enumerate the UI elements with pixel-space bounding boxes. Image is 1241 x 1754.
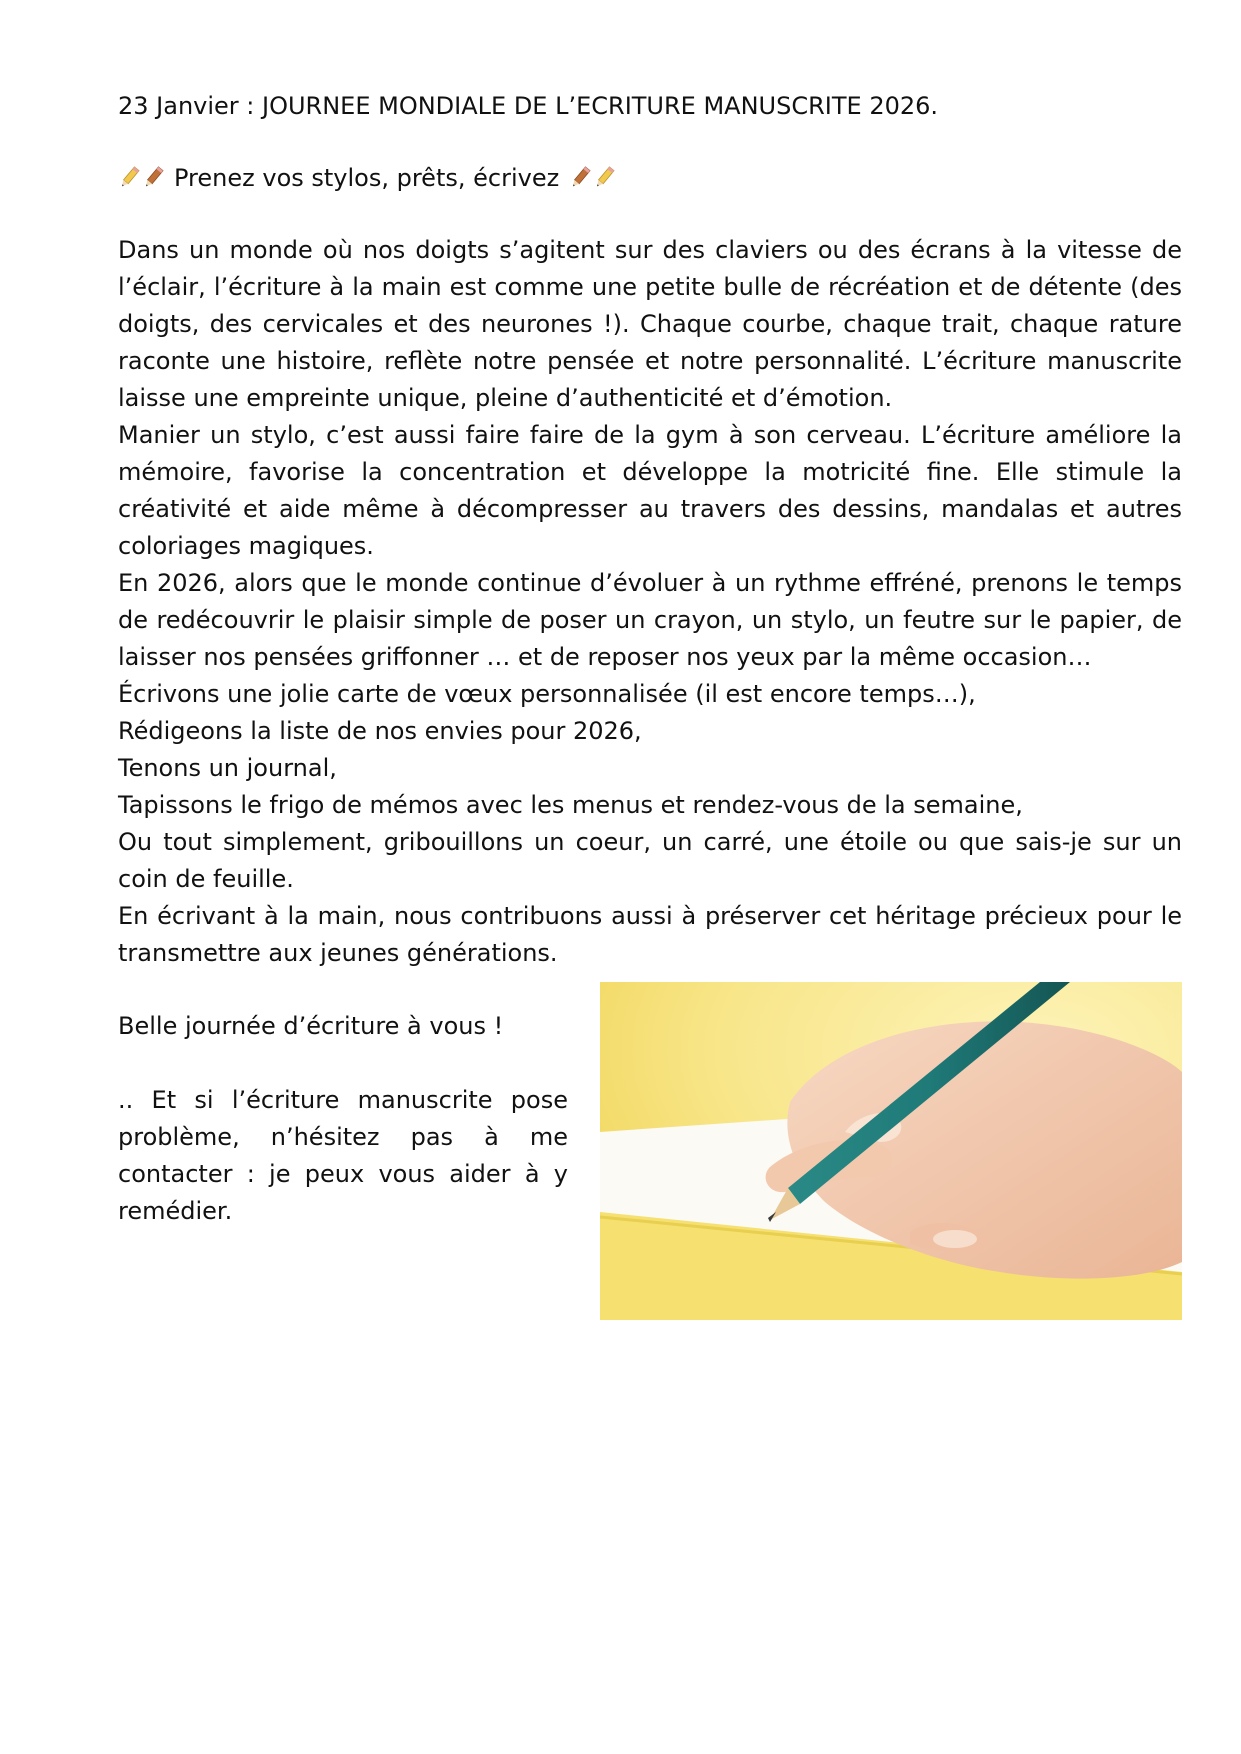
page-title: 23 Janvier : JOURNEE MONDIALE DE L’ECRITURE MANUSCRITE 2026.	[118, 92, 939, 120]
pencil-icon	[569, 165, 591, 191]
body-paragraph: Ou tout simplement, gribouillons un coeur, un carré, une étoile ou que sais-je sur un coin de feuille.	[118, 828, 1182, 893]
body-paragraph: Rédigeons la liste de nos envies pour 2026,	[118, 717, 642, 745]
subtitle-line	[118, 160, 1182, 196]
closing-note: .. Et si l’écriture manuscrite pose problème, n’hésitez pas à me contacter : je peux vous aider à y remédier.	[118, 1086, 568, 1225]
body-text	[118, 232, 1182, 972]
document-page	[118, 88, 1182, 1348]
photo-illustration	[600, 982, 1182, 1320]
body-paragraph: Dans un monde où nos doigts s’agitent sur des claviers ou des écrans à la vitesse de l’éclair, l’écriture à la main est comme une petite bulle de récréation et de détente (des doigts, des cervicales et des neurones !). Chaque courbe, chaque trait, chaque rature raconte une histoire, reflète notre pensée et notre personnalité. L’écriture manuscrite laisse une empreinte unique, pleine d’authenticité et d’émotion.	[118, 236, 1182, 412]
pencil-icon	[593, 165, 615, 191]
closing-greeting: Belle journée d’écriture à vous !	[118, 1012, 504, 1040]
closing-section	[118, 1008, 1182, 1348]
subtitle-text: Prenez vos stylos, prêts, écrivez	[174, 164, 560, 192]
pencil-icon	[118, 165, 140, 191]
body-paragraph: Écrivons une jolie carte de vœux personnalisée (il est encore temps…),	[118, 680, 976, 708]
pencils-left	[118, 165, 164, 191]
closing-text	[118, 1008, 568, 1230]
body-paragraph: En 2026, alors que le monde continue d’évoluer à un rythme effréné, prenons le temps de redécouvrir le plaisir simple de poser un crayon, un stylo, un feutre sur le papier, de laisser nos pensées griffonner … et de reposer nos yeux par la même occasion…	[118, 569, 1182, 671]
body-paragraph: Manier un stylo, c’est aussi faire faire de la gym à son cerveau. L’écriture améliore la mémoire, favorise la concentration et développe la motricité fine. Elle stimule la créativité et aide même à décompresser au travers des dessins, mandalas et autres coloriages magiques.	[118, 421, 1182, 560]
hand-writing-photo	[600, 982, 1182, 1320]
body-paragraph: Tapissons le frigo de mémos avec les menus et rendez-vous de la semaine,	[118, 791, 1023, 819]
pencils-right	[569, 165, 615, 191]
body-paragraph: Tenons un journal,	[118, 754, 337, 782]
pencil-icon	[142, 165, 164, 191]
body-paragraph: En écrivant à la main, nous contribuons aussi à préserver cet héritage précieux pour le transmettre aux jeunes générations.	[118, 902, 1182, 967]
